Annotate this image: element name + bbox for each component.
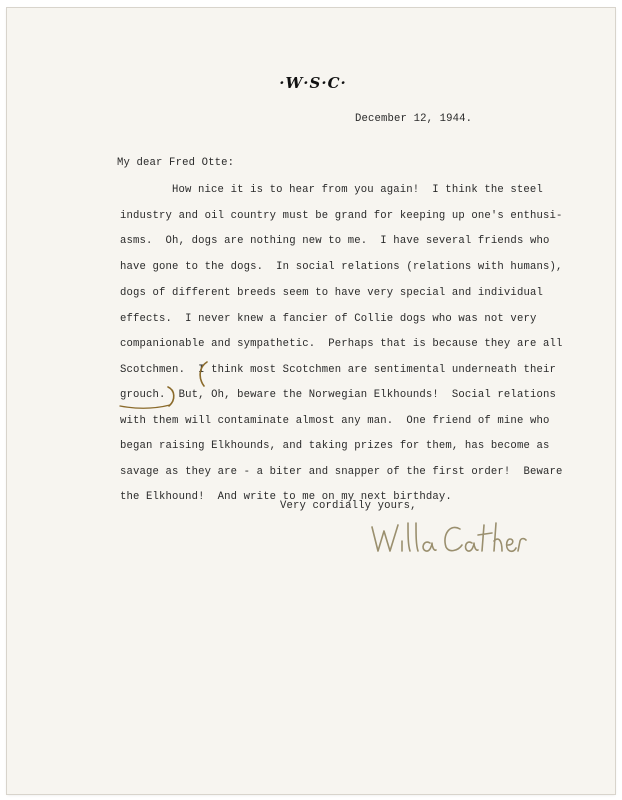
body-line: How nice it is to hear from you again! I think the steel bbox=[172, 184, 543, 196]
body-line: companionable and sympathetic. Perhaps that is because they are all bbox=[120, 338, 563, 350]
body-line: the Elkhound! And write to me on my next birthday. bbox=[120, 491, 452, 503]
handwritten-signature bbox=[368, 515, 528, 561]
body-line: began raising Elkhounds, and taking prizes for them, has become as bbox=[120, 440, 550, 452]
body-line: savage as they are - a biter and snapper of the first order! Beware bbox=[120, 466, 563, 478]
body-line: with them will contaminate almost any man. One friend of mine who bbox=[120, 415, 550, 427]
body-line: Scotchmen. I think most Scotchmen are sentimental underneath their bbox=[120, 364, 556, 376]
body-line: effects. I never knew a fancier of Collie dogs who was not very bbox=[120, 313, 537, 325]
body-line: grouch. But, Oh, beware the Norwegian Elkhounds! Social relations bbox=[120, 389, 556, 401]
salutation: My dear Fred Otte: bbox=[117, 157, 235, 169]
letterhead-monogram: ·W·S·C· bbox=[279, 74, 347, 92]
body-line: industry and oil country must be grand for keeping up one's enthusi- bbox=[120, 210, 563, 222]
closing: Very cordially yours, bbox=[280, 500, 417, 512]
body-line: have gone to the dogs. In social relations (relations with humans), bbox=[120, 261, 563, 273]
body-line: dogs of different breeds seem to have very special and individual bbox=[120, 287, 543, 299]
letter-sheet bbox=[7, 8, 615, 794]
letter-date: December 12, 1944. bbox=[355, 113, 473, 125]
body-line: asms. Oh, dogs are nothing new to me. I have several friends who bbox=[120, 235, 550, 247]
